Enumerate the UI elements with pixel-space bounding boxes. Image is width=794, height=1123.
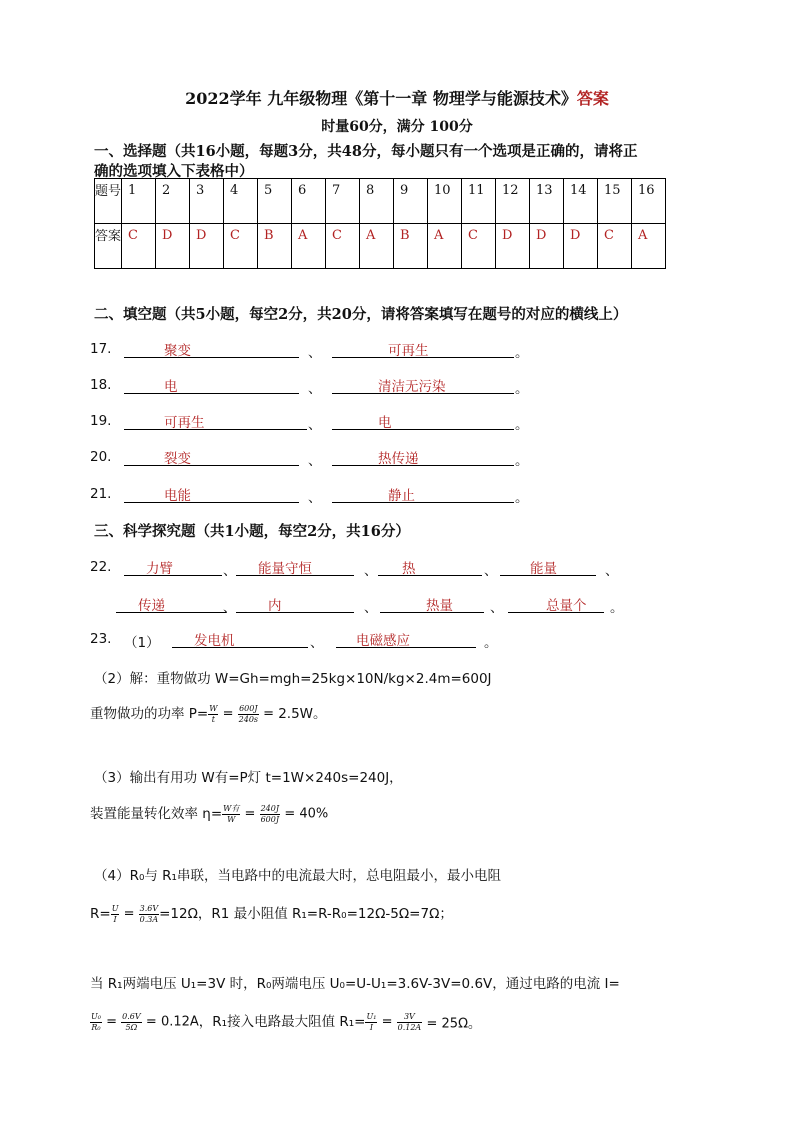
q22-answer-6: 内 bbox=[268, 598, 282, 614]
r1-max-text: ，R₁接入电路最大阻值 R₁= bbox=[198, 1014, 366, 1030]
q19-blank-1 bbox=[124, 411, 307, 430]
frac-numerator: 3.6V bbox=[139, 903, 159, 913]
title-answer-label: 答案 bbox=[576, 89, 609, 108]
q21-answer-1: 电能 bbox=[164, 488, 191, 504]
question-19-number: 19. bbox=[90, 413, 112, 429]
q23-answer-1: 发电机 bbox=[194, 633, 235, 649]
question-number: 13 bbox=[530, 179, 564, 224]
frac-denominator: R₀ bbox=[91, 1022, 101, 1032]
q22-answer-2: 能量守恒 bbox=[258, 561, 312, 577]
q20-blank-2 bbox=[332, 447, 514, 466]
answer-cell: D bbox=[156, 224, 190, 269]
separator: 、 bbox=[310, 635, 324, 651]
frac-numerator: U₀ bbox=[91, 1011, 101, 1021]
question-17-number: 17. bbox=[90, 341, 112, 357]
q18-blank-1 bbox=[124, 375, 299, 394]
frac-numerator: W有 bbox=[223, 803, 240, 813]
answer-table bbox=[94, 178, 666, 269]
frac-numerator: W bbox=[209, 703, 218, 713]
frac-denominator: I bbox=[113, 914, 117, 924]
q23-blank-2 bbox=[336, 629, 476, 648]
question-number: 16 bbox=[632, 179, 666, 224]
q18-answer-1: 电 bbox=[164, 379, 178, 395]
question-number: 7 bbox=[326, 179, 360, 224]
efficiency-prefix: 装置能量转化效率 η= bbox=[90, 806, 223, 822]
q22-answer-7: 热量 bbox=[426, 598, 453, 614]
q22-blank-5 bbox=[116, 594, 226, 613]
fraction-0.6v-over-5ohm bbox=[121, 1012, 142, 1033]
separator: 、 bbox=[484, 563, 498, 579]
frac-denominator: 600J bbox=[260, 814, 280, 824]
separator: 、 bbox=[308, 453, 322, 469]
frac-denominator: 240s bbox=[238, 714, 259, 724]
q23-resistance-formula: R= $\frac{U}{I}$ = $\frac{3.6V}{0.3A}$ =12Ω，R1 最小阻值 R₁=R-R₀=12Ω-5Ω=7Ω； bbox=[90, 903, 453, 924]
q22-blank-7 bbox=[380, 594, 484, 613]
separator: 、 bbox=[490, 600, 504, 616]
q17-blank-1 bbox=[124, 339, 299, 358]
q22-answer-5: 传递 bbox=[138, 598, 165, 614]
question-number: 5 bbox=[258, 179, 292, 224]
question-number-header: 题号 bbox=[95, 179, 122, 224]
question-number-row bbox=[95, 179, 666, 224]
q21-blank-2 bbox=[332, 484, 514, 503]
separator: 、 bbox=[605, 563, 619, 579]
question-number: 4 bbox=[224, 179, 258, 224]
answer-cell: D bbox=[496, 224, 530, 269]
q23-part1-label: （1） bbox=[124, 635, 160, 651]
q22-answer-1: 力臂 bbox=[146, 561, 173, 577]
answer-cell: C bbox=[224, 224, 258, 269]
question-20-number: 20. bbox=[90, 449, 112, 465]
q19-answer-2: 电 bbox=[378, 415, 392, 431]
frac-denominator: I bbox=[369, 1022, 374, 1032]
answer-cell: A bbox=[360, 224, 394, 269]
answer-cell: A bbox=[428, 224, 462, 269]
q19-blank-2 bbox=[332, 411, 514, 430]
q23-part3-line: （3）输出有用功 W有=P灯 t=1W×240s=240J， bbox=[94, 770, 403, 786]
frac-numerator: U bbox=[111, 903, 119, 913]
q18-answer-2: 清洁无污染 bbox=[378, 379, 446, 395]
separator: 、 bbox=[308, 381, 322, 397]
separator: 、 bbox=[308, 417, 322, 433]
section1-heading-line1: 一、选择题（共16小题，每题3分，共48分，每小题只有一个选项是正确的，请将正 bbox=[94, 143, 638, 160]
separator: 、 bbox=[364, 563, 378, 579]
fraction-240j-over-600j bbox=[260, 804, 280, 825]
answer-cell: C bbox=[326, 224, 360, 269]
q17-answer-2: 可再生 bbox=[388, 343, 429, 359]
current-result: = 0.12A bbox=[145, 1014, 199, 1030]
q23-power-formula: 重物做功的功率 P= $\frac{W}{t}$ = $\frac{600J}{240s}$ = 2.5W。 bbox=[90, 703, 327, 724]
section3-heading: 三、科学探究题（共1小题，每空2分，共16分） bbox=[94, 523, 410, 540]
frac-numerator: 240J bbox=[260, 803, 280, 813]
q23-part4-line: （4）R₀与 R₁串联，当电路中的电流最大时，总电阻最小，最小电阻 bbox=[94, 868, 501, 884]
efficiency-result: = 40% bbox=[284, 806, 329, 822]
frac-denominator: t bbox=[211, 714, 215, 724]
question-22-number: 22. bbox=[90, 559, 112, 575]
section1-heading-line2: 确的选项填入下表格中） bbox=[94, 163, 254, 180]
question-number: 3 bbox=[190, 179, 224, 224]
fraction-wyou-over-w bbox=[222, 804, 240, 825]
q17-answer-1: 聚变 bbox=[164, 343, 191, 359]
power-prefix: 重物做功的功率 P= bbox=[90, 706, 209, 722]
fraction-3.6v-over-0.3a bbox=[139, 904, 160, 925]
power-result: 2.5W。 bbox=[278, 706, 327, 722]
q23-efficiency-formula: 装置能量转化效率 η= $\frac{\text{W有}}{W}$ = $\frac{240J}{600J}$ = 40% bbox=[90, 803, 329, 824]
q18-blank-2 bbox=[332, 375, 514, 394]
r1-max-result: = 25Ω。 bbox=[426, 1016, 482, 1032]
question-23-number: 23. bbox=[90, 631, 112, 647]
question-number: 15 bbox=[598, 179, 632, 224]
separator: 、 bbox=[308, 490, 322, 506]
q22-blank-4 bbox=[500, 557, 596, 576]
q22-answer-8: 总量个 bbox=[546, 598, 587, 614]
q23-voltage-line: 当 R₁两端电压 U₁=3V 时，R₀两端电压 U₀=U-U₁=3.6V-3V=0.6V，通过电路的电流 I= bbox=[90, 976, 620, 992]
q17-blank-2 bbox=[332, 339, 514, 358]
fraction-u0-over-r0 bbox=[90, 1012, 102, 1033]
question-number: 2 bbox=[156, 179, 190, 224]
answer-cell: B bbox=[258, 224, 292, 269]
title-text: 2022学年 九年级物理《第十一章 物理学与能源技术》 bbox=[185, 89, 577, 108]
fraction-w-over-t bbox=[208, 704, 218, 725]
q22-blank-2 bbox=[236, 557, 354, 576]
answer-cell: A bbox=[632, 224, 666, 269]
period: 。 bbox=[515, 453, 529, 469]
question-18-number: 18. bbox=[90, 377, 112, 393]
q19-answer-1: 可再生 bbox=[164, 415, 205, 431]
question-number: 12 bbox=[496, 179, 530, 224]
answer-cell: C bbox=[598, 224, 632, 269]
question-number: 10 bbox=[428, 179, 462, 224]
resistance-prefix: R= bbox=[90, 906, 111, 922]
q22-blank-6 bbox=[236, 594, 354, 613]
period: 。 bbox=[515, 417, 529, 433]
q22-answer-3: 热 bbox=[402, 561, 416, 577]
fraction-600j-over-240s bbox=[238, 704, 259, 725]
question-number: 11 bbox=[462, 179, 496, 224]
q23-part2-line: （2）解：重物做功 W=Gh=mgh=25kg×10N/kg×2.4m=600J bbox=[94, 671, 492, 687]
question-21-number: 21. bbox=[90, 486, 112, 502]
answer-row bbox=[95, 224, 666, 269]
period: 。 bbox=[610, 600, 624, 616]
question-number: 9 bbox=[394, 179, 428, 224]
fraction-u1-over-i bbox=[365, 1012, 377, 1033]
frac-denominator: 0.12A bbox=[397, 1022, 422, 1032]
question-number: 8 bbox=[360, 179, 394, 224]
q20-blank-1 bbox=[124, 447, 299, 466]
question-number: 14 bbox=[564, 179, 598, 224]
separator: 、 bbox=[223, 600, 237, 616]
answer-cell: D bbox=[190, 224, 224, 269]
answer-cell: D bbox=[530, 224, 564, 269]
answer-cell: A bbox=[292, 224, 326, 269]
frac-numerator: 3V bbox=[397, 1012, 423, 1023]
q22-blank-3 bbox=[378, 557, 482, 576]
question-number: 1 bbox=[122, 179, 156, 224]
period: 。 bbox=[515, 345, 529, 361]
period: 。 bbox=[484, 635, 498, 651]
answer-cell: C bbox=[122, 224, 156, 269]
frac-numerator: 600J bbox=[239, 703, 258, 713]
frac-numerator: U₁ bbox=[366, 1011, 377, 1021]
question-number: 6 bbox=[292, 179, 326, 224]
q20-answer-1: 裂变 bbox=[164, 451, 191, 467]
separator: 、 bbox=[223, 563, 237, 579]
separator: 、 bbox=[364, 600, 378, 616]
exam-info: 时量60分，满分 100分 bbox=[321, 119, 473, 135]
answer-header: 答案 bbox=[95, 224, 122, 269]
q23-blank-1 bbox=[172, 629, 308, 648]
answer-cell: B bbox=[394, 224, 428, 269]
q23-current-formula: $\frac{\text{U₀}}{\text{R₀}}$ = $\frac{0.6V}{5\Omega}$ = 0.12A，R₁接入电路最大阻值 R₁= $\frac{\text{U₁}}{I}$ = $\frac{3V}{0.12A}$ = 25Ω。 bbox=[91, 1011, 482, 1032]
resistance-result: =12Ω，R1 最小阻值 R₁=R-R₀=12Ω-5Ω=7Ω； bbox=[159, 906, 453, 922]
q21-answer-2: 静止 bbox=[388, 488, 415, 504]
q23-answer-2: 电磁感应 bbox=[356, 633, 410, 649]
q20-answer-2: 热传递 bbox=[378, 451, 419, 467]
frac-denominator: 5Ω bbox=[125, 1022, 138, 1032]
frac-numerator: 0.6V bbox=[122, 1011, 141, 1021]
q21-blank-1 bbox=[124, 484, 299, 503]
section2-heading: 二、填空题（共5小题，每空2分，共20分，请将答案填写在题号的对应的横线上） bbox=[94, 306, 628, 323]
q22-answer-4: 能量 bbox=[530, 561, 557, 577]
q22-blank-1 bbox=[124, 557, 222, 576]
answer-cell: D bbox=[564, 224, 598, 269]
frac-denominator: W bbox=[227, 814, 236, 824]
fraction-3v-over-0.12a bbox=[397, 1012, 423, 1033]
separator: 、 bbox=[308, 345, 322, 361]
page-title bbox=[0, 86, 794, 109]
q22-blank-8 bbox=[508, 594, 604, 613]
answer-cell: C bbox=[462, 224, 496, 269]
period: 。 bbox=[515, 490, 529, 506]
period: 。 bbox=[515, 381, 529, 397]
frac-denominator: 0.3A bbox=[139, 914, 159, 924]
